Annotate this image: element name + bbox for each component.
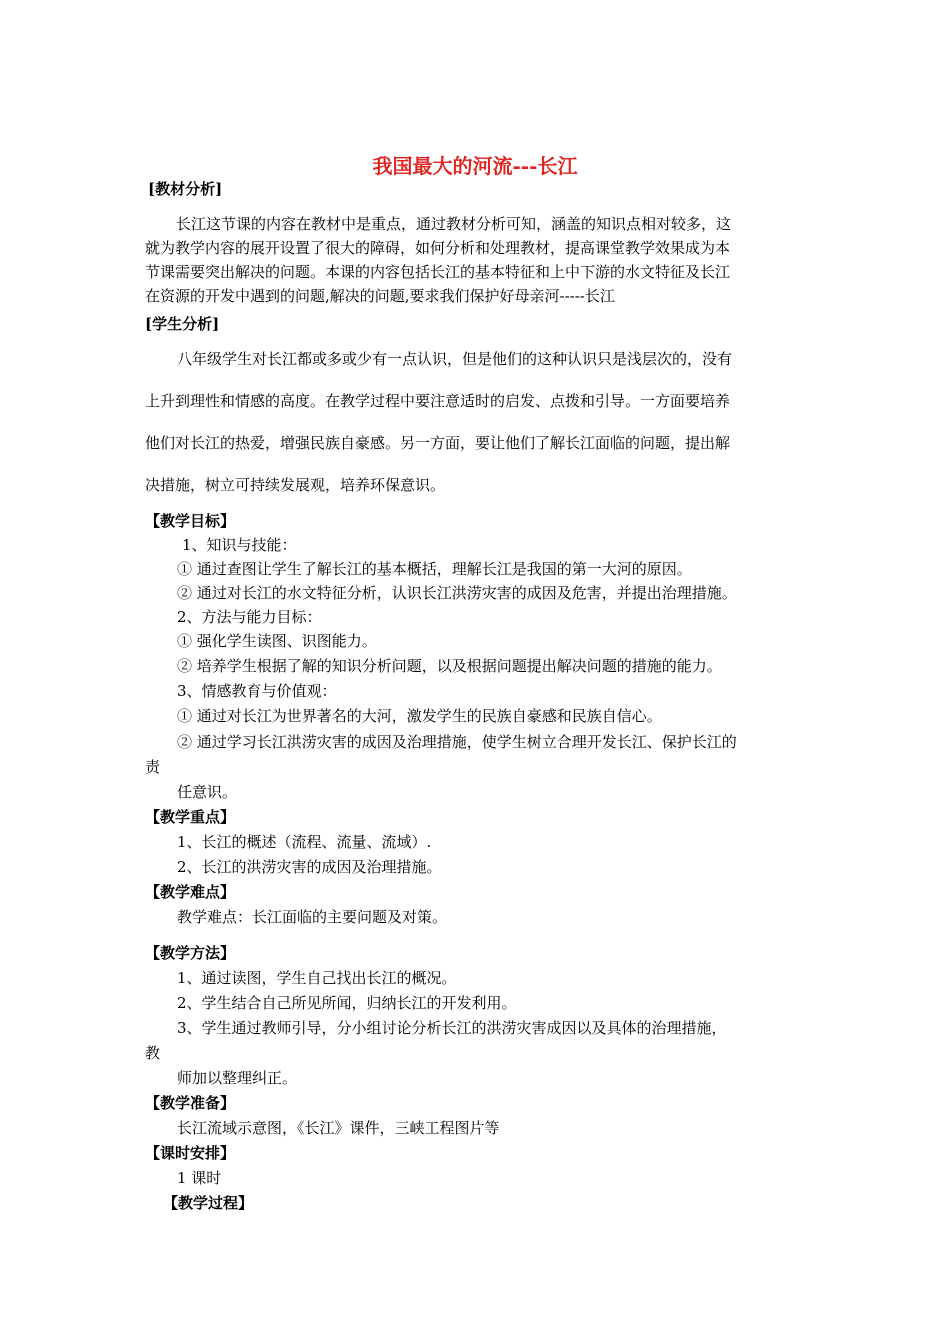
text-line: 3、情感教育与价值观： bbox=[177, 682, 337, 700]
text-line: 1、通过读图，学生自己找出长江的概况。 bbox=[177, 969, 457, 987]
text-line: 1 课时 bbox=[177, 1169, 222, 1187]
heading-material-analysis: [教材分析] bbox=[148, 180, 223, 198]
text-line: 八年级学生对长江都或多或少有一点认识，但是他们的这种认识只是浅层次的，没有 bbox=[177, 350, 733, 368]
text-line: 上升到理性和情感的高度。在教学过程中要注意适时的启发、点拨和引导。一方面要培养 bbox=[145, 392, 731, 410]
text-line: 1、长江的概述（流程、流量、流域）. bbox=[177, 833, 432, 851]
text-line: 长江流域示意图，《长江》课件，三峡工程图片等 bbox=[177, 1119, 500, 1137]
heading-student-analysis: [学生分析] bbox=[145, 315, 220, 333]
text-line: ② 通过学习长江洪涝灾害的成因及治理措施，使学生树立合理开发长江、保护长江的 bbox=[177, 733, 737, 751]
text-line: 在资源的开发中遇到的问题,解决的问题,要求我们保护好母亲河-----长江 bbox=[145, 287, 615, 305]
text-line: 教学难点：长江面临的主要问题及对策。 bbox=[177, 908, 448, 926]
text-line: ② 通过对长江的水文特征分析，认识长江洪涝灾害的成因及危害，并提出治理措施。 bbox=[177, 584, 737, 602]
text-line: 决措施，树立可持续发展观，培养环保意识。 bbox=[145, 476, 446, 494]
text-line: 责 bbox=[145, 758, 161, 776]
text-line: 2、方法与能力目标： bbox=[177, 608, 322, 626]
heading-key-points: 【教学重点】 bbox=[145, 808, 236, 826]
text-line: 2、长江的洪涝灾害的成因及治理措施。 bbox=[177, 858, 442, 876]
text-line: 1、知识与技能： bbox=[182, 536, 297, 554]
text-line: 就为教学内容的展开设置了很大的障碍，如何分析和处理教材，提高课堂教学效果成为本 bbox=[145, 239, 731, 257]
text-line: 任意识。 bbox=[177, 783, 238, 801]
heading-difficulties: 【教学难点】 bbox=[145, 883, 236, 901]
text-line: ① 通过对长江为世界著名的大河，激发学生的民族自豪感和民族自信心。 bbox=[177, 707, 662, 725]
heading-teaching-goals: 【教学目标】 bbox=[145, 512, 236, 530]
text-line: 他们对长江的热爱，增强民族自豪感。另一方面，要让他们了解长江面临的问题，提出解 bbox=[145, 434, 731, 452]
text-line: 3、学生通过教师引导，分小组讨论分析长江的洪涝灾害成因以及具体的治理措施， bbox=[177, 1019, 727, 1037]
heading-schedule: 【课时安排】 bbox=[145, 1144, 236, 1162]
paragraph-material-analysis bbox=[145, 210, 805, 308]
text-line: ① 强化学生读图、识图能力。 bbox=[177, 632, 377, 650]
heading-teaching-process: 【教学过程】 bbox=[163, 1194, 254, 1212]
text-line: 2、学生结合自己所见所闻，归纳长江的开发利用。 bbox=[177, 994, 517, 1012]
document-title: 我国最大的河流---长江 bbox=[372, 154, 578, 178]
text-line: ① 通过查图让学生了解长江的基本概括，理解长江是我国的第一大河的原因。 bbox=[177, 560, 692, 578]
text-line: 长江这节课的内容在教材中是重点，通过教材分析可知，涵盖的知识点相对较多，这 bbox=[176, 215, 732, 233]
heading-preparation: 【教学准备】 bbox=[145, 1094, 236, 1112]
text-line: 教 bbox=[145, 1044, 161, 1062]
heading-teaching-methods: 【教学方法】 bbox=[145, 944, 236, 962]
text-line: 师加以整理纠正。 bbox=[177, 1069, 298, 1087]
text-line: 节课需要突出解决的问题。本课的内容包括长江的基本特征和上中下游的水文特征及长江 bbox=[145, 263, 731, 281]
text-line: ② 培养学生根据了解的知识分析问题，以及根据问题提出解决问题的措施的能力。 bbox=[177, 657, 722, 675]
